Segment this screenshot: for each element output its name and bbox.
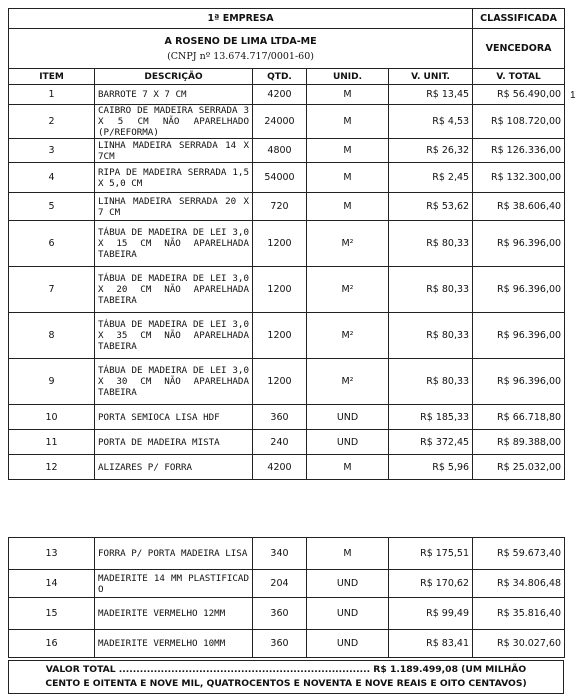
unit-cell: M² xyxy=(307,359,389,405)
unit-price-cell: R$ 372,45 xyxy=(389,430,473,455)
total-price-cell: R$ 96.396,00 xyxy=(473,267,565,313)
unit-price-cell: R$ 185,33 xyxy=(389,405,473,430)
item-cell: 13 xyxy=(9,538,95,570)
company-cell xyxy=(9,29,473,69)
unit-price-cell: R$ 4,53 xyxy=(389,105,473,139)
item-cell: 16 xyxy=(9,630,95,658)
item-cell: 12 xyxy=(9,455,95,480)
unit-price-cell: R$ 80,33 xyxy=(389,221,473,267)
table-row xyxy=(9,139,565,163)
unit-price-cell: R$ 170,62 xyxy=(389,570,473,598)
unit-cell: UND xyxy=(307,598,389,630)
unit-price-cell: R$ 53,62 xyxy=(389,193,473,221)
item-cell: 8 xyxy=(9,313,95,359)
company-cnpj: (CNPJ nº 13.674.717/0001-60) xyxy=(167,50,314,62)
description-cell: FORRA P/ PORTA MADEIRA LISA xyxy=(95,538,253,570)
description-cell: TÁBUA DE MADEIRA DE LEI 3,0 X 35 CM NÃO APARELHADA TABEIRA xyxy=(95,313,253,359)
unit-cell: M xyxy=(307,163,389,193)
item-cell: 2 xyxy=(9,105,95,139)
item-cell: 15 xyxy=(9,598,95,630)
unit-cell: M xyxy=(307,538,389,570)
table-row xyxy=(9,359,565,405)
quantity-cell: 54000 xyxy=(253,163,307,193)
table-row xyxy=(9,193,565,221)
total-price-cell: R$ 89.388,00 xyxy=(473,430,565,455)
quantity-cell: 720 xyxy=(253,193,307,221)
quantity-cell: 1200 xyxy=(253,313,307,359)
table-row xyxy=(9,267,565,313)
total-value-box xyxy=(8,660,564,694)
total-price-cell: R$ 59.673,40 xyxy=(473,538,565,570)
item-cell: 14 xyxy=(9,570,95,598)
total-price-cell: R$ 96.396,00 xyxy=(473,221,565,267)
unit-cell: M² xyxy=(307,221,389,267)
description-cell: TÁBUA DE MADEIRA DE LEI 3,0 X 30 CM NÃO APARELHADA TABEIRA xyxy=(95,359,253,405)
unit-price-cell: R$ 13,45 xyxy=(389,85,473,105)
total-price-cell: R$ 108.720,00 xyxy=(473,105,565,139)
table-row xyxy=(9,313,565,359)
total-line-1: VALOR TOTAL ........................................................................ R$ 1.189.499,08 (UM MILHÃO xyxy=(45,664,527,675)
table-row xyxy=(9,163,565,193)
unit-price-cell: R$ 99,49 xyxy=(389,598,473,630)
unit-cell: M xyxy=(307,85,389,105)
item-cell: 5 xyxy=(9,193,95,221)
description-cell: CAIBRO DE MADEIRA SERRADA 3 X 5 CM NÃO APARELHADO (P/REFORMA) xyxy=(95,105,253,139)
table-row xyxy=(9,570,565,598)
total-price-cell: R$ 35.816,40 xyxy=(473,598,565,630)
description-cell: TÁBUA DE MADEIRA DE LEI 3,0 X 20 CM NÃO APARELHADA TABEIRA xyxy=(95,267,253,313)
unit-cell: M² xyxy=(307,313,389,359)
bid-table xyxy=(8,8,565,480)
total-price-cell: R$ 34.806,48 xyxy=(473,570,565,598)
quantity-cell: 1200 xyxy=(253,267,307,313)
unit-price-cell: R$ 2,45 xyxy=(389,163,473,193)
unit-cell: UND xyxy=(307,405,389,430)
col-descricao: DESCRIÇÃO xyxy=(95,69,253,85)
item-cell: 10 xyxy=(9,405,95,430)
col-vunit: V. UNIT. xyxy=(389,69,473,85)
total-price-cell: R$ 56.490,00 xyxy=(473,85,565,105)
col-unid: UNID. xyxy=(307,69,389,85)
unit-price-cell: R$ 5,96 xyxy=(389,455,473,480)
table-row xyxy=(9,85,565,105)
column-header-row xyxy=(9,69,565,85)
quantity-cell: 204 xyxy=(253,570,307,598)
total-price-cell: R$ 126.336,00 xyxy=(473,139,565,163)
quantity-cell: 360 xyxy=(253,405,307,430)
col-item: ITEM xyxy=(9,69,95,85)
item-cell: 4 xyxy=(9,163,95,193)
unit-price-cell: R$ 80,33 xyxy=(389,313,473,359)
quantity-cell: 4200 xyxy=(253,455,307,480)
description-cell: MADEIRITE VERMELHO 10MM xyxy=(95,630,253,658)
total-price-cell: R$ 66.718,80 xyxy=(473,405,565,430)
total-price-cell: R$ 38.606,40 xyxy=(473,193,565,221)
quantity-cell: 4800 xyxy=(253,139,307,163)
quantity-cell: 360 xyxy=(253,598,307,630)
description-cell: ALIZARES P/ FORRA xyxy=(95,455,253,480)
classificada-label: CLASSIFICADA xyxy=(473,9,565,29)
unit-cell: M xyxy=(307,139,389,163)
total-price-cell: R$ 96.396,00 xyxy=(473,313,565,359)
unit-price-cell: R$ 83,41 xyxy=(389,630,473,658)
quantity-cell: 1200 xyxy=(253,221,307,267)
total-price-cell: R$ 25.032,00 xyxy=(473,455,565,480)
table-row xyxy=(9,405,565,430)
col-vtotal: V. TOTAL xyxy=(473,69,565,85)
unit-cell: M xyxy=(307,105,389,139)
col-qtd: QTD. xyxy=(253,69,307,85)
item-cell: 11 xyxy=(9,430,95,455)
total-price-cell: R$ 132.300,00 xyxy=(473,163,565,193)
unit-cell: UND xyxy=(307,570,389,598)
description-cell: LINHA MADEIRA SERRADA 20 X 7 CM xyxy=(95,193,253,221)
unit-price-cell: R$ 80,33 xyxy=(389,359,473,405)
total-line-2: CENTO E OITENTA E NOVE MIL, QUATROCENTOS E NOVENTA E NOVE REAIS E OITO CENTAVOS) xyxy=(45,678,527,689)
table-row xyxy=(9,105,565,139)
unit-price-cell: R$ 175,51 xyxy=(389,538,473,570)
description-cell: MADEIRITE VERMELHO 12MM xyxy=(95,598,253,630)
total-price-cell: R$ 30.027,60 xyxy=(473,630,565,658)
total-price-cell: R$ 96.396,00 xyxy=(473,359,565,405)
item-cell: 1 xyxy=(9,85,95,105)
table-row xyxy=(9,455,565,480)
item-cell: 7 xyxy=(9,267,95,313)
description-cell: RIPA DE MADEIRA SERRADA 1,5 X 5,0 CM xyxy=(95,163,253,193)
table-row xyxy=(9,430,565,455)
item-cell: 9 xyxy=(9,359,95,405)
description-cell: BARROTE 7 X 7 CM xyxy=(95,85,253,105)
unit-cell: M xyxy=(307,455,389,480)
description-cell: MADEIRITE 14 MM PLASTIFICAD O xyxy=(95,570,253,598)
table-row xyxy=(9,538,565,570)
quantity-cell: 340 xyxy=(253,538,307,570)
description-cell: TÁBUA DE MADEIRA DE LEI 3,0 X 15 CM NÃO APARELHADA TABEIRA xyxy=(95,221,253,267)
empresa-label: 1ª EMPRESA xyxy=(9,9,473,29)
description-cell: PORTA DE MADEIRA MISTA xyxy=(95,430,253,455)
description-cell: PORTA SEMIOCA LISA HDF xyxy=(95,405,253,430)
table-row xyxy=(9,598,565,630)
page-number: 1 xyxy=(570,90,576,101)
company-name: A ROSENO DE LIMA LTDA-ME xyxy=(164,35,317,47)
bid-table-continued xyxy=(8,537,565,658)
unit-price-cell: R$ 26,32 xyxy=(389,139,473,163)
unit-cell: UND xyxy=(307,630,389,658)
table-row xyxy=(9,221,565,267)
quantity-cell: 4200 xyxy=(253,85,307,105)
description-cell: LINHA MADEIRA SERRADA 14 X 7CM xyxy=(95,139,253,163)
unit-cell: M² xyxy=(307,267,389,313)
unit-cell: UND xyxy=(307,430,389,455)
quantity-cell: 360 xyxy=(253,630,307,658)
status-cell: VENCEDORA xyxy=(473,29,565,69)
item-cell: 3 xyxy=(9,139,95,163)
table-row xyxy=(9,630,565,658)
quantity-cell: 1200 xyxy=(253,359,307,405)
item-cell: 6 xyxy=(9,221,95,267)
unit-cell: M xyxy=(307,193,389,221)
quantity-cell: 24000 xyxy=(253,105,307,139)
quantity-cell: 240 xyxy=(253,430,307,455)
unit-price-cell: R$ 80,33 xyxy=(389,267,473,313)
